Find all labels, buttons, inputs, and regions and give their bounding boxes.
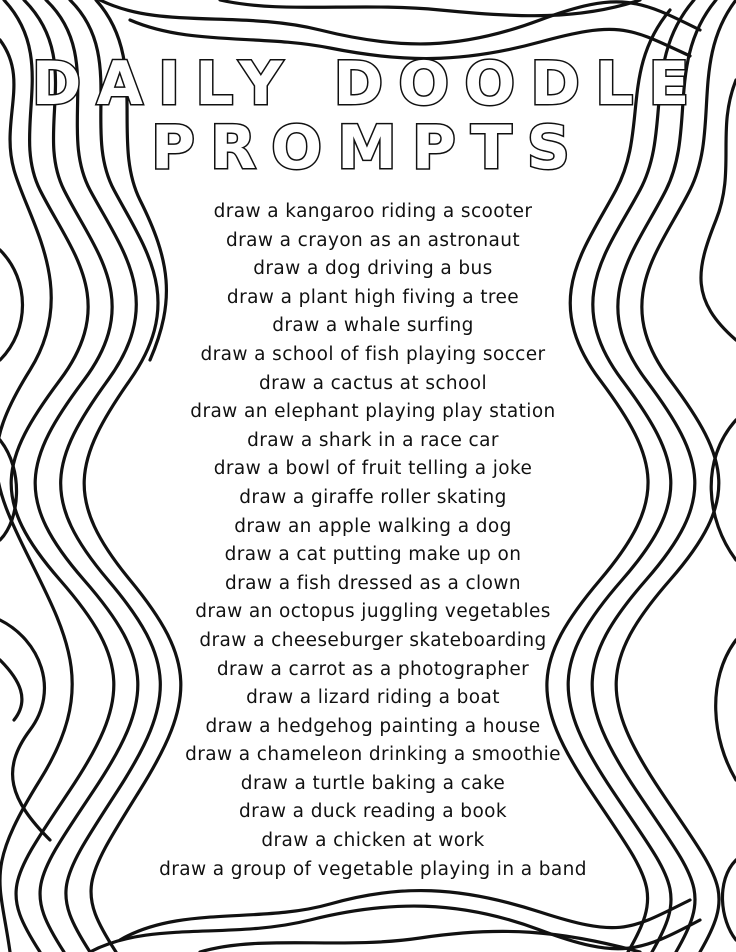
prompt-item: draw a school of fish playing soccer bbox=[200, 343, 546, 365]
prompt-item: draw a crayon as an astronaut bbox=[225, 229, 521, 251]
prompt-item: draw a plant high fiving a tree bbox=[226, 286, 520, 308]
prompt-list bbox=[100, 198, 646, 884]
prompt-item: draw a turtle baking a cake bbox=[240, 772, 506, 794]
prompt-item: draw an elephant playing play station bbox=[190, 401, 556, 423]
prompt-item: draw a hedgehog painting a house bbox=[205, 715, 541, 737]
title-text-prompts: PROMPTS bbox=[150, 113, 585, 183]
title-text-daily-doodle: DAILY DOODLE bbox=[31, 49, 705, 119]
prompt-item: draw a shark in a race car bbox=[247, 429, 499, 451]
prompt-item: draw a cactus at school bbox=[258, 372, 488, 394]
prompt-item: draw a bowl of fruit telling a joke bbox=[213, 458, 533, 480]
prompt-item: draw a kangaroo riding a scooter bbox=[213, 201, 533, 222]
prompt-item: draw a group of vegetable playing in a band bbox=[159, 858, 587, 880]
prompt-item: draw an apple walking a dog bbox=[234, 515, 512, 537]
prompt-item: draw a cat putting make up on bbox=[224, 544, 522, 566]
prompt-item: draw a cheeseburger skateboarding bbox=[199, 629, 547, 651]
prompt-item: draw a dog driving a bus bbox=[253, 258, 493, 280]
prompt-item: draw a fish dressed as a clown bbox=[225, 572, 521, 594]
prompt-item: draw a chicken at work bbox=[261, 830, 485, 852]
prompt-item: draw a lizard riding a boat bbox=[246, 687, 500, 709]
prompt-item: draw an octopus juggling vegetables bbox=[195, 601, 551, 623]
prompt-item: draw a duck reading a book bbox=[238, 801, 507, 823]
prompt-item: draw a carrot as a photographer bbox=[216, 658, 530, 680]
prompt-item: draw a chameleon drinking a smoothie bbox=[185, 744, 561, 766]
prompt-item: draw a whale surfing bbox=[272, 315, 474, 337]
prompt-item: draw a giraffe roller skating bbox=[239, 486, 507, 508]
